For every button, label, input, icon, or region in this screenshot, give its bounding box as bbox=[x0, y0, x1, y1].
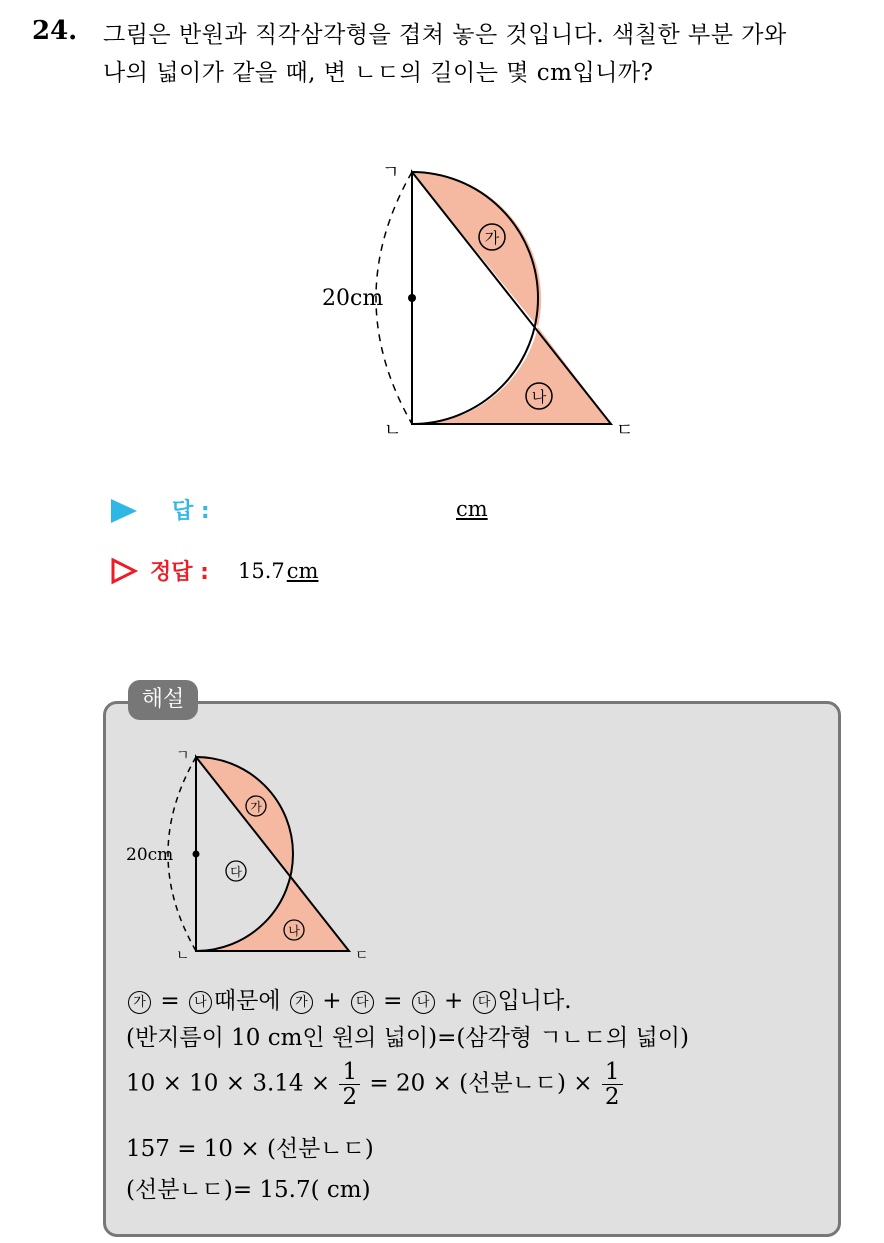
frac-num-2: 1 bbox=[602, 1060, 623, 1085]
sol-center-dot bbox=[193, 851, 200, 858]
frac-den-1: 2 bbox=[342, 1084, 358, 1110]
solution-line-5: (선분ㄴㄷ)= 15.7( cm) bbox=[126, 1177, 371, 1203]
solution-line-2: (반지름이 10 cm인 원의 넓이)=(삼각형 ㄱㄴㄷ의 넓이) bbox=[126, 1025, 689, 1051]
op-eq-1: = bbox=[160, 988, 180, 1014]
question-number: 24. bbox=[32, 16, 78, 46]
solution-line-1 bbox=[126, 982, 572, 1015]
circled-na-2: 나 bbox=[412, 991, 435, 1014]
center-dot bbox=[408, 294, 416, 302]
line3-left: 10 × 10 × 3.14 × bbox=[126, 1070, 331, 1097]
op-plus-2: + bbox=[444, 988, 464, 1014]
line3-mid: = 20 × (선분ㄴㄷ) × bbox=[369, 1070, 593, 1097]
line1-end: 입니다. bbox=[497, 988, 572, 1014]
sol-region-na-label: 나 bbox=[288, 924, 300, 938]
sol-vertex-c-label: ㄷ bbox=[355, 948, 369, 960]
circled-da: 다 bbox=[351, 991, 374, 1014]
question-text bbox=[103, 16, 873, 92]
answer-arrow-icon bbox=[110, 498, 138, 524]
sol-region-da-label: 다 bbox=[230, 865, 242, 879]
frac-num-1: 1 bbox=[339, 1060, 360, 1085]
circled-ga-2: 가 bbox=[290, 991, 313, 1014]
vertex-b-label: ㄴ bbox=[384, 420, 402, 441]
frac-den-2: 2 bbox=[604, 1084, 620, 1110]
region-na-label: 나 bbox=[531, 388, 547, 406]
fraction-half-1 bbox=[339, 1060, 360, 1109]
correct-number: 15.7 bbox=[238, 559, 285, 583]
sol-label-length: 20cm bbox=[126, 845, 174, 865]
solution-figure bbox=[120, 740, 380, 960]
line1-because: 때문에 bbox=[213, 988, 281, 1014]
solution-tag: 해설 bbox=[128, 680, 198, 720]
question-line-2: 나의 넓이가 같을 때, 변 ㄴㄷ의 길이는 몇 cm입니까? bbox=[103, 60, 654, 86]
answer-unit: cm bbox=[456, 497, 488, 521]
circled-da-2: 다 bbox=[473, 991, 496, 1014]
sol-region-ga-label: 가 bbox=[250, 800, 262, 814]
vertex-a-label: ㄱ bbox=[382, 162, 400, 183]
solution-line-4: 157 = 10 × (선분ㄴㄷ) bbox=[126, 1136, 374, 1162]
solution-line-3 bbox=[126, 1060, 625, 1109]
label-length: 20cm bbox=[322, 286, 384, 311]
op-eq-2: = bbox=[383, 988, 403, 1014]
correct-unit: cm bbox=[286, 559, 319, 583]
correct-value bbox=[238, 559, 318, 583]
correct-label: 정답 : bbox=[150, 560, 209, 585]
circled-na: 나 bbox=[189, 991, 212, 1014]
sol-vertex-a-label: ㄱ bbox=[176, 748, 190, 764]
region-ga-label: 가 bbox=[484, 229, 500, 247]
answer-label: 답 : bbox=[172, 499, 210, 524]
main-figure bbox=[300, 140, 660, 450]
question-line-1: 그림은 반원과 직각삼각형을 겹쳐 놓은 것입니다. 색칠한 부분 가와 bbox=[103, 22, 787, 48]
correct-arrow-icon bbox=[110, 557, 138, 585]
fraction-half-2 bbox=[602, 1060, 623, 1109]
circled-ga: 가 bbox=[128, 991, 151, 1014]
sol-vertex-b-label: ㄴ bbox=[176, 948, 190, 960]
op-plus-1: + bbox=[322, 988, 342, 1014]
vertex-c-label: ㄷ bbox=[616, 420, 634, 441]
